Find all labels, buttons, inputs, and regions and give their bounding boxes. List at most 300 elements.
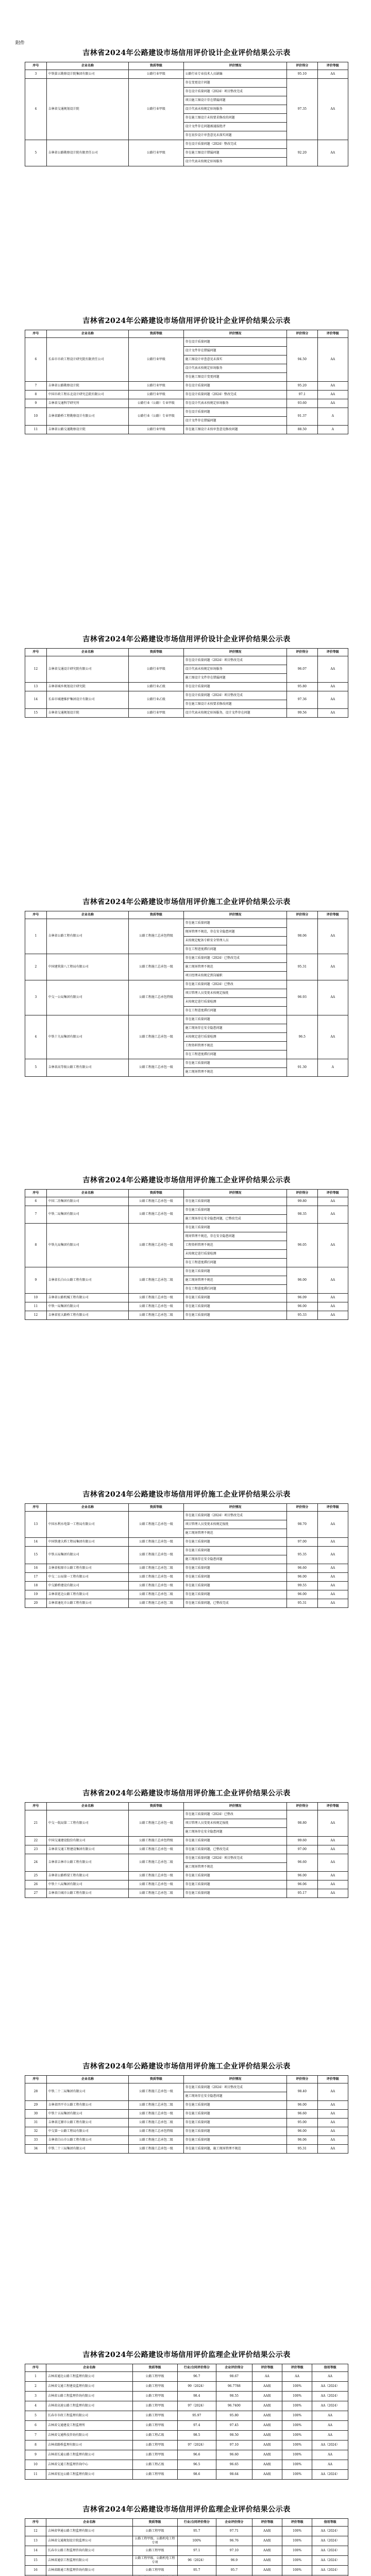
- row-number: 33: [25, 2136, 47, 2145]
- score: 96.00: [287, 2127, 317, 2136]
- industry-score: 96.6: [177, 2450, 216, 2460]
- table-header: [25, 2364, 348, 2372]
- industry-score: 96.5: [177, 2460, 216, 2470]
- grade: AA级: [252, 2431, 282, 2441]
- industry-score: 98.4: [177, 2392, 216, 2401]
- grade: AA: [317, 2145, 348, 2154]
- qualification: 公路工程施工总承包一级: [129, 2145, 183, 2154]
- company-name: 中交第一公路工程局有限公司: [46, 2127, 128, 2136]
- score: 99.80: [287, 1197, 317, 1206]
- grade: AA: [317, 1590, 348, 1599]
- section-title: 吉林省2024年公路建设市场信用评价监理企业评价结果公示表: [82, 2351, 291, 2359]
- evaluation-note: 设计代表未按规定驻场服务: [183, 665, 286, 674]
- table-row: [25, 382, 348, 391]
- header-cell: 资质等级: [132, 2364, 177, 2372]
- grade: AA: [317, 2110, 348, 2119]
- qualification: 公路工程甲级、公路机电工程专项: [132, 2536, 177, 2546]
- table-row: [25, 426, 348, 434]
- table-row: [25, 1599, 348, 1608]
- jianli-section: [25, 2349, 348, 2480]
- row-number: 11: [25, 426, 47, 434]
- completion: 100%: [282, 2421, 312, 2431]
- evaluation-note: 存在施工质量问题（2024）项目整改完成: [183, 1512, 286, 1520]
- eval-section: [25, 47, 348, 166]
- header-row: [25, 2076, 348, 2083]
- score: 95.35: [287, 1547, 317, 1564]
- table-header: [25, 1504, 348, 1512]
- grade: AA: [317, 2127, 348, 2136]
- grade: AA级: [252, 2566, 282, 2575]
- qualification: 公路行业甲级: [129, 338, 183, 382]
- company-score: 97.10: [216, 2441, 252, 2450]
- score: 99.55: [287, 1582, 317, 1590]
- eval-section: [25, 315, 348, 434]
- company-score: 96.65: [216, 2460, 252, 2470]
- qualification: 公路工程施工总承包二级: [129, 2136, 183, 2145]
- table-body: [25, 1512, 348, 1608]
- table-row: [25, 2372, 348, 2382]
- header-cell: 企业名称: [46, 62, 128, 70]
- table-row: [25, 1547, 348, 1555]
- row-number: 14: [25, 2546, 46, 2556]
- header-cell: 评价等级: [317, 1504, 348, 1512]
- evaluation-note: 施工现场存在安全隐患问题: [183, 1555, 286, 1564]
- evaluation-note: 存在设计质量问题（2024）项目整改完成: [183, 691, 286, 700]
- row-number: 15: [25, 709, 47, 718]
- qualification: 公路工程施工总承包特级: [129, 1837, 183, 1845]
- score: 96.06: [287, 1880, 317, 1889]
- company-score: 95.80: [216, 2411, 252, 2421]
- header-row: [25, 1803, 348, 1810]
- jianli-section: [25, 2504, 348, 2576]
- company-name: 吉林省路桥监理有限公司: [46, 2441, 132, 2450]
- company-name: 吉林省白山市公路工程有限公司: [46, 2136, 128, 2145]
- evaluation-note: 存在施工图设计未按要求修改问题: [183, 700, 286, 709]
- grade: AA: [317, 140, 348, 166]
- company-name: 吉林省路通工程监理咨询有限公司: [46, 2566, 132, 2575]
- score: 96.00: [287, 1267, 317, 1294]
- qualification: 公路工程施工总承包一级: [129, 1810, 183, 1837]
- table-row: [25, 408, 348, 417]
- qualification: 公路工程施工总承包二级: [129, 1564, 183, 1573]
- section-title: 吉林省2024年公路建设市场信用评价施工企业评价结果公示表: [82, 898, 291, 906]
- company-name: 吉林省交通工程监理咨询中心: [46, 2460, 132, 2470]
- header-cell: 评价等级: [317, 2076, 348, 2083]
- industry-score: 95.97: [177, 2411, 216, 2421]
- grade: AA: [317, 954, 348, 980]
- qualification: 公路工程甲级: [132, 2546, 177, 2556]
- row-number: 2: [25, 2382, 46, 2392]
- credit-grade: AA（2024）: [312, 2527, 348, 2536]
- row-number: 8: [25, 391, 47, 399]
- grade: AA: [317, 1206, 348, 1224]
- row-number: 5: [25, 2411, 46, 2421]
- company-name: 长春市城建维护集团设计有限公司: [46, 691, 128, 709]
- table-row: [25, 1294, 348, 1302]
- section-title: 吉林省2024年公路建设市场信用评价施工企业评价结果公示表: [82, 1176, 291, 1184]
- header-cell: 行业/合同评价得分: [177, 2364, 216, 2372]
- header-cell: 序号: [25, 649, 47, 656]
- company-name: 长春市公路工程监理咨询有限公司: [46, 2546, 132, 2556]
- table-row: [25, 2136, 348, 2145]
- evaluation-note: 存在工程进度滞后问题: [183, 1007, 286, 1015]
- table-header: [25, 649, 348, 656]
- row-number: 24: [25, 1854, 47, 1872]
- company-name: 吉林省宏大路桥工程有限公司: [46, 1311, 128, 1320]
- header-cell: 评价情况: [183, 62, 286, 70]
- table-row: [25, 2566, 348, 2575]
- table-row: [25, 1059, 348, 1068]
- grade: AA: [317, 1810, 348, 1837]
- row-number: 21: [25, 1810, 47, 1837]
- table-row: [25, 391, 348, 399]
- evaluation-note: 存在设计质量问题（2024）整改完成: [183, 140, 286, 149]
- credit-grade: AA（2024）: [312, 2392, 348, 2401]
- company-name: 吉林省交通科技咨询有限公司: [46, 2431, 132, 2441]
- grade: AA: [317, 1267, 348, 1294]
- qualification: 公路工程甲级: [132, 2566, 177, 2575]
- header-cell: 评价情况: [183, 1504, 286, 1512]
- table-header: [25, 911, 348, 919]
- grade: A: [317, 408, 348, 426]
- evaluation-note: 存在设计质量问题: [183, 338, 286, 347]
- qualification: 公路工程施工总承包一级: [129, 1224, 183, 1267]
- qualification: 公路工程施工总承包一级: [129, 1197, 183, 1206]
- qualification: 公路工程施工总承包一级: [129, 2083, 183, 2101]
- table-row: [25, 1810, 348, 1819]
- grade: AA: [317, 1872, 348, 1880]
- company-name: 中铁第五勘察设计院集团有限公司: [46, 70, 128, 79]
- score: 97.35: [287, 79, 317, 140]
- grade: AA: [317, 1845, 348, 1854]
- company-name: 吉林省高速公路工程监理有限公司: [46, 2401, 132, 2411]
- header-cell: 评价情况: [183, 1803, 286, 1810]
- header-row: [25, 1190, 348, 1197]
- completion: 100%: [282, 2431, 312, 2441]
- table-row: [25, 1564, 348, 1573]
- evaluation-note: 未按规定进行质量检测: [183, 1250, 286, 1259]
- table-row: [25, 683, 348, 691]
- header-cell: 评价等级: [252, 2519, 282, 2527]
- header-cell: 评价得分: [287, 1190, 317, 1197]
- company-score: 97.10: [216, 2546, 252, 2556]
- jianli-table: [25, 2518, 348, 2576]
- table-row: [25, 656, 348, 665]
- eval-section: [25, 1489, 348, 1608]
- credit-grade: AA: [312, 2372, 348, 2382]
- header-cell: 评价得分: [287, 1803, 317, 1810]
- table-row: [25, 1837, 348, 1845]
- score: 95.31: [287, 2145, 317, 2154]
- section-title: 吉林省2024年公路建设市场信用评价监理企业评价结果公示表: [82, 2505, 291, 2514]
- qualification: 公路工程甲级: [132, 2392, 177, 2401]
- score: 96.00: [287, 1872, 317, 1880]
- company-name: 中铁二十三局集团有限公司: [46, 2145, 128, 2154]
- credit-grade: AA: [312, 2431, 348, 2441]
- header-row: [25, 1504, 348, 1512]
- qualification: 公路工程施工总承包一级: [129, 1512, 183, 1538]
- grade: AA: [317, 1880, 348, 1889]
- score: 88.50: [287, 426, 317, 434]
- grade: AA级: [252, 2470, 282, 2480]
- company-score: 96.60: [216, 2450, 252, 2460]
- header-row: [25, 2364, 348, 2372]
- qualification: 公路行业甲级: [129, 140, 183, 166]
- row-number: 1: [25, 2372, 46, 2382]
- evaluation-note: 存在设计质量问题（2024）项目整改完成: [183, 88, 286, 96]
- qualification: 公路工程施工总承包一级: [129, 1582, 183, 1590]
- row-number: 16: [25, 2566, 46, 2575]
- score: 94.50: [287, 338, 317, 382]
- row-number: 11: [25, 1302, 47, 1311]
- company-name: 中交一公局集团有限公司: [46, 980, 128, 1015]
- completion: 100%: [282, 2556, 312, 2566]
- header-cell: 评价得分: [287, 62, 317, 70]
- score: 98.06: [287, 919, 317, 954]
- qualification: 公路工程施工总承包一级: [129, 1872, 183, 1880]
- company-name: 吉林省通达公路工程监理有限公司: [46, 2372, 132, 2382]
- company-name: 中铁十五局集团有限公司: [46, 2110, 128, 2119]
- evaluation-note: 存在施工图设计未按审查意见修改问题: [183, 426, 286, 434]
- qualification: 公路工程施工总承包一级: [129, 1206, 183, 1224]
- row-number: 9: [25, 2450, 46, 2460]
- grade: AA: [252, 2372, 282, 2382]
- grade: AA: [317, 2119, 348, 2127]
- row-number: 3: [25, 980, 47, 1015]
- header-cell: 信用等级: [312, 2364, 348, 2372]
- completion: 100%: [282, 2401, 312, 2411]
- qualification: 公路工程施工总承包二级: [129, 1854, 183, 1872]
- grade: AA: [317, 2083, 348, 2101]
- row-number: 18: [25, 1582, 47, 1590]
- company-name: 吉林省高等级公路工程有限公司: [46, 1059, 128, 1077]
- evaluation-note: 设计代表未按规定驻场服务，设计文件存在问题: [183, 709, 286, 718]
- score: 97.36: [287, 691, 317, 709]
- evaluation-note: 存在工程进度滞后问题: [183, 1259, 286, 1267]
- score: 97.00: [287, 1845, 317, 1854]
- header-row: [25, 2519, 348, 2527]
- row-number: 6: [25, 2421, 46, 2431]
- header-cell: 评价等级: [282, 2364, 312, 2372]
- grade: AA级: [252, 2401, 282, 2411]
- qualification: 公路工程甲级: [132, 2470, 177, 2480]
- eval-section: [25, 1175, 348, 1320]
- qualification: 公路工程施工总承包一级: [129, 1015, 183, 1059]
- company-name: 中铁十八局集团有限公司: [46, 1880, 128, 1889]
- evaluation-note: 存在设计代表未按规定驻场服务: [183, 399, 286, 408]
- eval-table: [25, 2075, 348, 2154]
- header-cell: 企业名称: [46, 649, 128, 656]
- evaluation-note: 存在施工质量问题: [183, 1837, 286, 1845]
- grade: AA: [317, 338, 348, 382]
- company-name: 吉林省交通规划设计院监理公司: [46, 2536, 132, 2546]
- qualification: 公路工程施工总承包二级: [129, 2119, 183, 2127]
- table-row: [25, 2460, 348, 2470]
- evaluation-note: 存在设计质量问题（2024）项目整改完成: [183, 656, 286, 665]
- eval-section: [25, 2061, 348, 2154]
- table-row: [25, 1872, 348, 1880]
- industry-score: 97.1: [177, 2546, 216, 2556]
- score: 98.80: [287, 1810, 317, 1837]
- industry-score: 100%: [177, 2536, 216, 2546]
- qualification: 公路工程施工总承包一级: [129, 1573, 183, 1582]
- qualification: 公路工程甲级: [132, 2450, 177, 2460]
- section-title: 吉林省2024年公路建设市场信用评价设计企业评价结果公示表: [82, 635, 291, 643]
- row-number: 9: [25, 1267, 47, 1294]
- qualification: 公路工程甲级: [132, 2382, 177, 2392]
- credit-grade: AA（2024）: [312, 2546, 348, 2556]
- industry-score: 99（2024）: [177, 2382, 216, 2392]
- industry-score: 97.4: [177, 2421, 216, 2431]
- grade: AA: [317, 1294, 348, 1302]
- evaluation-note: 未按规定配备专职安全管理人员: [183, 937, 286, 945]
- evaluation-note: 施工现场管理不规范: [183, 963, 286, 972]
- company-name: 吉林省松原市公路工程有限公司: [46, 1564, 128, 1573]
- company-name: 中国交通建设股份有限公司: [46, 1837, 128, 1845]
- eval-table: [25, 648, 348, 718]
- header-cell: 资质等级: [129, 1504, 183, 1512]
- evaluation-note: 存在施工质量问题: [183, 1582, 286, 1590]
- evaluation-note: 存在施工质量问题（2024）项目整改完成: [183, 1854, 286, 1863]
- row-number: 3: [25, 70, 47, 79]
- qualification: 公路工程甲级: [132, 2441, 177, 2450]
- row-number: 14: [25, 1538, 47, 1547]
- company-name: 吉林省公路工程有限公司: [46, 919, 128, 954]
- credit-grade: AA: [312, 2460, 348, 2470]
- score: 96.07: [287, 656, 317, 683]
- table-row: [25, 2382, 348, 2392]
- grade: AA: [317, 382, 348, 391]
- industry-score: 98.5: [177, 2431, 216, 2441]
- qualification: 公路工程施工总承包一级: [129, 1538, 183, 1547]
- industry-score: 96.7: [177, 2372, 216, 2382]
- row-number: 4: [25, 79, 47, 140]
- company-score: 98.67: [216, 2372, 252, 2382]
- header-cell: 资质等级: [129, 1803, 183, 1810]
- grade: AA: [317, 1582, 348, 1590]
- header-cell: 评价等级: [317, 649, 348, 656]
- row-number: 23: [25, 1845, 47, 1854]
- grade: AA: [317, 79, 348, 140]
- table-row: [25, 2392, 348, 2401]
- row-number: 10: [25, 408, 47, 426]
- evaluation-note: 存在施工质量问题: [183, 1872, 286, 1880]
- header-cell: 序号: [25, 911, 47, 919]
- completion: 100%: [282, 2450, 312, 2460]
- table-row: [25, 2431, 348, 2441]
- table-header: [25, 62, 348, 70]
- completion: 100%: [282, 2566, 312, 2575]
- company-name: 中交二公局第一工程有限公司: [46, 1573, 128, 1582]
- header-cell: 序号: [25, 1803, 47, 1810]
- evaluation-note: 施工图设计审查意见未落实: [183, 355, 286, 364]
- evaluation-note: 存在施工图设计变更问题: [183, 373, 286, 382]
- row-number: 15: [25, 2556, 46, 2566]
- grade: AA: [317, 1512, 348, 1538]
- credit-grade: AA: [312, 2450, 348, 2460]
- evaluation-note: 存在变更设计问题: [183, 79, 286, 88]
- eval-table: [25, 1503, 348, 1608]
- row-number: 12: [25, 1311, 47, 1320]
- row-number: 25: [25, 1872, 47, 1880]
- score: 96.60: [287, 1854, 317, 1872]
- completion: 100%: [282, 2392, 312, 2401]
- completion: 100%: [282, 2382, 312, 2392]
- grade: AA级: [252, 2450, 282, 2460]
- table-body: [25, 1197, 348, 1320]
- row-number: 7: [25, 382, 47, 391]
- company-name: 吉林省交通建设工程监理所: [46, 2421, 132, 2431]
- row-number: 6: [25, 338, 47, 382]
- credit-grade: AA: [312, 2421, 348, 2431]
- company-name: 中交路桥建设有限公司: [46, 1582, 128, 1590]
- completion: 100%: [282, 2460, 312, 2470]
- header-cell: 企业名称: [46, 1803, 128, 1810]
- table-row: [25, 2527, 348, 2536]
- row-number: 19: [25, 1590, 47, 1599]
- grade: AA: [317, 1573, 348, 1582]
- row-number: 5: [25, 140, 47, 166]
- table-row: [25, 2101, 348, 2110]
- row-number: 4: [25, 1015, 47, 1059]
- company-name: 吉林省白城市公路工程有限公司: [46, 1889, 128, 1898]
- header-cell: 行业/合同评价得分: [177, 2519, 216, 2527]
- score: 95.17: [287, 1889, 317, 1898]
- qualification: 公路工程施工总承包二级: [129, 1889, 183, 1898]
- evaluation-note: 存在施工质量问题: [183, 1015, 286, 1024]
- grade: A: [317, 426, 348, 434]
- row-number: 7: [25, 1206, 47, 1224]
- table-row: [25, 1224, 348, 1232]
- qualification: 公路工程施工总承包二级: [129, 1311, 183, 1320]
- score: 95.33: [287, 1311, 317, 1320]
- company-name: 吉林省交通设计研究院有限公司: [46, 656, 128, 683]
- company-name: 吉林省华通公路工程监理有限公司: [46, 2527, 132, 2536]
- grade: AA: [317, 1538, 348, 1547]
- grade: AA: [317, 2101, 348, 2110]
- company-name: 中铁一局集团有限公司: [46, 1302, 128, 1311]
- qualification: 公路工程施工总承包二级: [129, 1267, 183, 1294]
- grade: AA级: [252, 2421, 282, 2431]
- table-header: [25, 2519, 348, 2527]
- evaluation-note: 未按规定进行质量检测: [183, 998, 286, 1007]
- evaluation-note: 存在施工质量问题: [183, 1294, 286, 1302]
- header-cell: 企业名称: [46, 2519, 132, 2527]
- table-row: [25, 980, 348, 989]
- industry-score: 98.6: [177, 2470, 216, 2480]
- row-number: 20: [25, 1599, 47, 1608]
- evaluation-note: 存在初步设计审查意见未落实问题: [183, 131, 286, 140]
- row-number: 17: [25, 1573, 47, 1582]
- row-number: 8: [25, 1224, 47, 1267]
- grade: AA级: [252, 2411, 282, 2421]
- table-body: [25, 338, 348, 434]
- qualification: 公路工程甲级、公路机电工程专项: [132, 2556, 177, 2566]
- grade: AA: [317, 1015, 348, 1059]
- table-row: [25, 2421, 348, 2431]
- header-cell: 评价得分: [287, 1504, 317, 1512]
- section-title: 吉林省2024年公路建设市场信用评价施工企业评价结果公示表: [82, 1490, 291, 1499]
- company-name: 中国建筑第八工程局有限公司: [46, 954, 128, 980]
- completion: 100%: [282, 2536, 312, 2546]
- eval-table: [25, 1802, 348, 1898]
- evaluation-note: 存在施工质量问题: [183, 1267, 286, 1276]
- evaluation-note: 存在施工质量问题（2024）已整改: [183, 1810, 286, 1819]
- evaluation-note: 存在施工图设计错漏问题: [183, 149, 286, 158]
- credit-grade: AA（2024）: [312, 2470, 348, 2480]
- table-row: [25, 1590, 348, 1599]
- qualification: 公路工程甲级: [132, 2411, 177, 2421]
